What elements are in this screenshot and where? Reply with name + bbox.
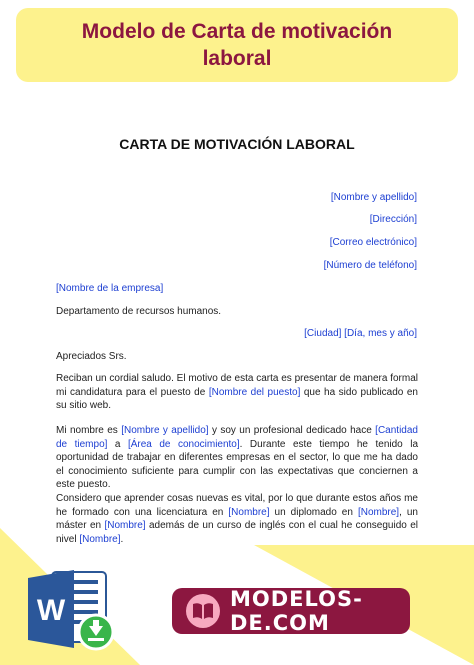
sender-email: [Correo electrónico]	[329, 237, 417, 248]
company-name: [Nombre de la empresa]	[56, 283, 164, 294]
place-date: [Ciudad] [Día, mes y año]	[304, 328, 417, 339]
sender-phone: [Número de teléfono]	[323, 260, 417, 271]
p2-placeholder-name: [Nombre y apellido]	[121, 425, 209, 436]
p2-text-c: a	[107, 438, 128, 450]
sender-address: [Dirección]	[369, 214, 417, 225]
p1-text-b: que ha sido publicado en su sitio web.	[56, 386, 418, 411]
title-banner	[16, 8, 458, 82]
open-book-icon	[186, 594, 220, 628]
p3-text-e: .	[120, 533, 124, 545]
p3-placeholder-degree: [Nombre]	[228, 506, 270, 518]
paragraph-education	[56, 492, 418, 546]
paragraph-intro	[56, 372, 418, 413]
p3-placeholder-diploma: [Nombre]	[357, 506, 400, 518]
greeting: Apreciados Srs.	[56, 351, 127, 362]
banner-title: Modelo de Carta de motivación laboral	[81, 20, 393, 70]
p3-text-d: además de un curso de inglés con el cual he conseguido el nivel	[56, 520, 418, 545]
p2-placeholder-time: [Cantidad de tiempo]	[56, 425, 418, 450]
brand-badge[interactable]	[172, 588, 410, 634]
p3-text-b: un diplomado en	[269, 506, 358, 518]
p2-text-d: . Durante este tiempo he tenido la oportunidad de trabajar en diferentes empresas en el sector, lo que me ha dado el conocimiento suficiente para cumplir con las expectativas que conciernen a este puesto.	[56, 438, 419, 490]
p2-placeholder-area: [Área de conocimiento]	[127, 438, 240, 450]
svg-text:W: W	[36, 594, 66, 627]
p1-placeholder-position: [Nombre del puesto]	[208, 386, 301, 398]
p3-text-a: Considero que aprender cosas nuevas es vital, por lo que durante estos años me he formado con una licenciatura en	[56, 493, 418, 518]
p3-text-c: , un máster en	[56, 506, 418, 531]
letter-title: CARTA DE MOTIVACIÓN LABORAL	[119, 136, 355, 152]
department-line: Departamento de recursos humanos.	[56, 306, 222, 317]
word-document-download-icon[interactable]	[22, 568, 118, 654]
p3-placeholder-master: [Nombre]	[104, 520, 146, 531]
p1-text-a: Reciban un cordial saludo. El motivo de esta carta es presentar de manera formal mi candidatura para el puesto de	[56, 373, 418, 398]
p2-text-a: Mi nombre es	[56, 425, 122, 436]
sender-name: [Nombre y apellido]	[330, 192, 417, 203]
brand-name: MODELOS-DE.COM	[230, 587, 363, 635]
p2-text-b: y soy un profesional dedicado hace	[208, 425, 376, 436]
p3-placeholder-level: [Nombre]	[79, 533, 121, 545]
paragraph-experience	[56, 424, 418, 492]
